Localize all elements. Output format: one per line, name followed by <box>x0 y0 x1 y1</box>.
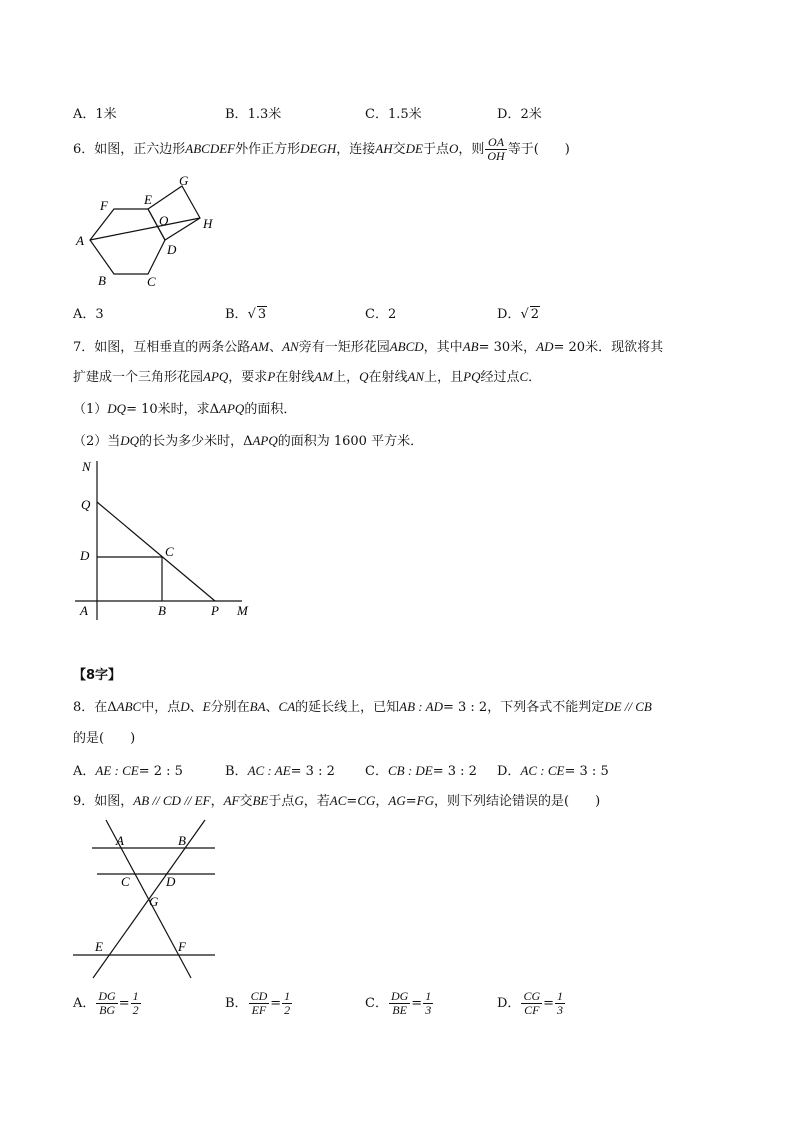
q8-line2: 的是( ) <box>73 731 136 746</box>
label-b: B <box>178 833 186 848</box>
label-h: H <box>203 216 213 231</box>
q9-option-d: D． $\frac{CG}{CF}$ = $\frac{1}{3}$ <box>497 989 564 1017</box>
label-f: F <box>100 198 108 213</box>
label-d: D <box>80 548 90 563</box>
q8-option-c: C．CB : DE= 3 : 2 <box>365 763 477 779</box>
label-f: F <box>178 939 186 954</box>
q7-sub1: （1）DQ= 10米时，求ΔAPQ的面积． <box>73 401 297 417</box>
section-heading: 【8字】 <box>73 668 122 683</box>
line-pq <box>97 502 215 601</box>
q6-option-a: A．3 <box>73 307 104 322</box>
label-d: D <box>167 242 177 257</box>
q5-option-b: B．1.3米 <box>225 107 282 122</box>
label-m: M <box>237 603 248 618</box>
q5-option-d: D．2米 <box>497 107 542 122</box>
q8-line1: 8．在ΔABC中，点D、E分别在BA、CA的延长线上，已知AB : AD= 3 : 2，下列各式不能判定DE // CB <box>73 699 652 715</box>
label-g: G <box>149 894 159 909</box>
label-b: B <box>98 273 106 288</box>
q8-option-d: D．AC : CE= 3 : 5 <box>497 763 609 779</box>
label-p: P <box>211 603 219 618</box>
label-a: A <box>80 603 88 618</box>
q5-option-a: A．1米 <box>73 107 117 122</box>
sqrt-icon: √ <box>247 307 256 322</box>
label-g: G <box>179 173 189 188</box>
q7-line2: 扩建成一个三角形花园APQ，要求P在射线AM上，Q在射线AN上，且PQ经过点C． <box>73 369 542 385</box>
q9-stem: 9．如图，AB // CD // EF，AF交BE于点G，若AC=CG，AG=FG，则下列结论错误的是( ) <box>73 793 601 809</box>
q8-option-b: B．AC : AE= 3 : 2 <box>225 763 335 779</box>
label-e: E <box>95 939 103 954</box>
q9-parallel-figure <box>70 818 230 983</box>
label-o: O <box>159 213 169 228</box>
label-c: C <box>121 874 130 889</box>
q7-sub2: （2）当DQ的长为多少米时，ΔAPQ的面积为 1600 平方米． <box>73 433 424 449</box>
label-a: A <box>76 233 84 248</box>
q9-option-b: B． $\frac{CD}{EF}$ = $\frac{1}{2}$ <box>225 989 291 1017</box>
label-d: D <box>166 874 176 889</box>
label-q: Q <box>81 497 91 512</box>
q6-option-b: B．√ 3 <box>225 307 267 322</box>
q8-option-a: A．AE : CE= 2 : 5 <box>73 763 183 779</box>
q6-stem: 6．如图，正六边形ABCDEF外作正方形DEGH，连接AH交DE于点O，则 $\frac{OA}{OH}$ 等于( ) <box>73 135 570 163</box>
q9-option-a: A． $\frac{DG}{BG}$ = $\frac{1}{2}$ <box>73 989 139 1017</box>
q9-option-c: C． $\frac{DG}{BE}$ = $\frac{1}{3}$ <box>365 989 432 1017</box>
q5-option-c: C．1.5米 <box>365 107 422 122</box>
label-b: B <box>158 603 166 618</box>
rectangle-abcd <box>97 557 162 601</box>
square-shape <box>148 186 200 240</box>
label-c: C <box>165 544 174 559</box>
label-n: N <box>82 459 91 474</box>
q6-option-c: C．2 <box>365 307 397 322</box>
q6-fraction: $\frac{OA}{OH}$ <box>487 135 505 163</box>
label-c: C <box>147 274 156 289</box>
sqrt-icon: √ <box>520 307 529 322</box>
label-a: A <box>116 833 124 848</box>
q7-line1: 7．如图，互相垂直的两条公路AM、AN旁有一矩形花园ABCD，其中AB= 30米，AD= 20米．现欲将其 <box>73 339 664 355</box>
q6-option-d: D．√ 2 <box>497 307 540 322</box>
label-e: E <box>144 192 152 207</box>
q7-garden-figure <box>70 455 270 625</box>
q6-hexagon-figure <box>70 172 230 292</box>
